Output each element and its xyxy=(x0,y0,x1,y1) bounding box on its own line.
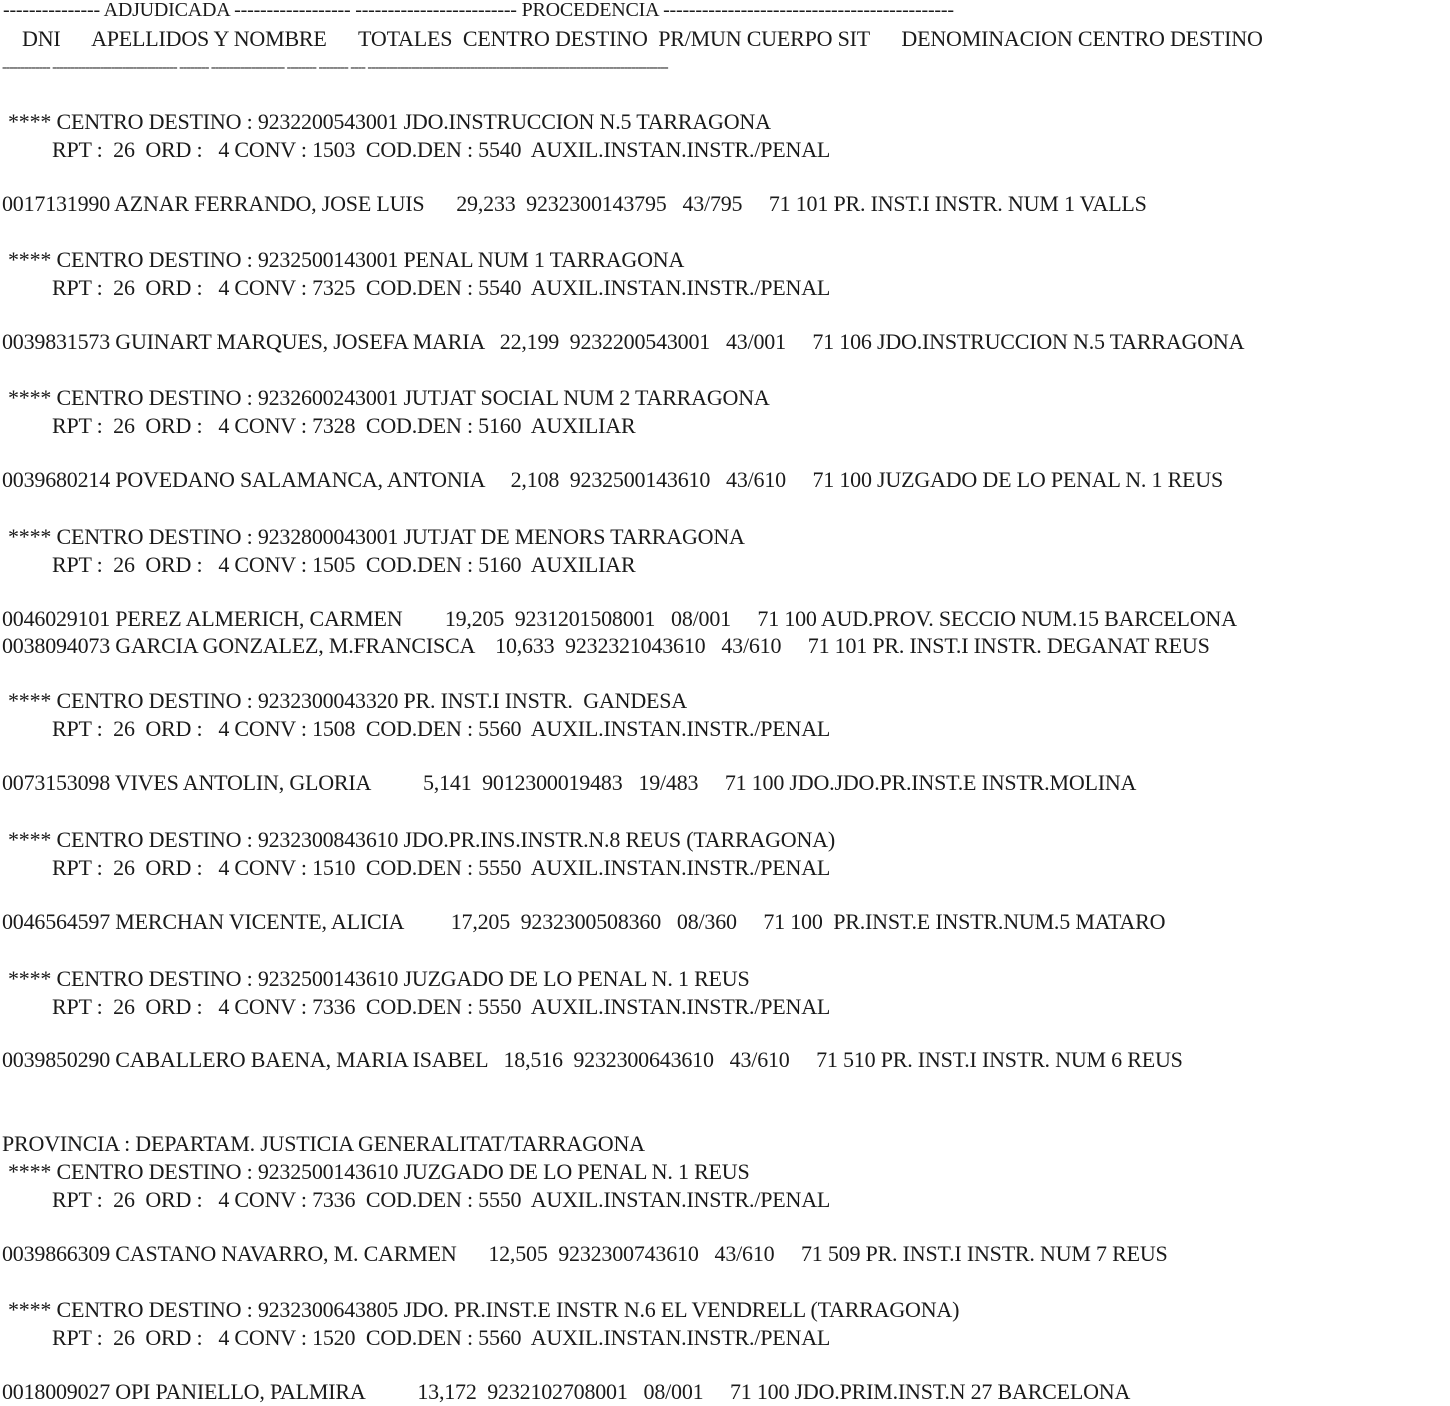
rpt-line: RPT : 26 ORD : 4 CONV : 1510 COD.DEN : 5550 AUXIL.INSTAN.INSTR./PENAL xyxy=(52,855,831,880)
centro-destino-heading: **** CENTRO DESTINO : 9232300843610 JDO.PR.INS.INSTR.N.8 REUS (TARRAGONA) xyxy=(8,827,835,852)
rpt-line: RPT : 26 ORD : 4 CONV : 1520 COD.DEN : 5560 AUXIL.INSTAN.INSTR./PENAL xyxy=(52,1325,831,1350)
header-columns-line: DNI APELLIDOS Y NOMBRE TOTALES CENTRO DESTINO PR/MUN CUERPO SIT DENOMINACION CENTRO DESTINO xyxy=(22,26,1263,51)
table-row: 0039866309 CASTANO NAVARRO, M. CARMEN 12,505 9232300743610 43/610 71 509 PR. INST.I INSTR. NUM 7 REUS xyxy=(2,1241,1168,1266)
table-row: 0039680214 POVEDANO SALAMANCA, ANTONIA 2,108 9232500143610 43/610 71 100 JUZGADO DE LO PENAL N. 1 REUS xyxy=(2,467,1224,492)
table-row: 0073153098 VIVES ANTOLIN, GLORIA 5,141 9012300019483 19/483 71 100 JDO.JDO.PR.INST.E INSTR.MOLINA xyxy=(2,770,1137,795)
centro-destino-heading: **** CENTRO DESTINO : 9232300643805 JDO. PR.INST.E INSTR N.6 EL VENDRELL (TARRAGONA) xyxy=(8,1297,960,1322)
centro-destino-heading: **** CENTRO DESTINO : 9232200543001 JDO.INSTRUCCION N.5 TARRAGONA xyxy=(8,109,771,134)
centro-destino-heading: **** CENTRO DESTINO : 9232500143610 JUZGADO DE LO PENAL N. 1 REUS xyxy=(8,1159,750,1184)
centro-destino-heading: **** CENTRO DESTINO : 9232500143001 PENAL NUM 1 TARRAGONA xyxy=(8,247,685,272)
rpt-line: RPT : 26 ORD : 4 CONV : 7336 COD.DEN : 5550 AUXIL.INSTAN.INSTR./PENAL xyxy=(52,994,831,1019)
rpt-line: RPT : 26 ORD : 4 CONV : 1503 COD.DEN : 5540 AUXIL.INSTAN.INSTR./PENAL xyxy=(52,137,831,162)
table-row: 0017131990 AZNAR FERRANDO, JOSE LUIS 29,233 9232300143795 43/795 71 101 PR. INST.I INSTR. NUM 1 VALLS xyxy=(2,191,1147,216)
header-group-line: --------------- ADJUDICADA ------------------ ------------------------- PROCEDENCIA --------------------------------------------- xyxy=(3,0,954,21)
rpt-line: RPT : 26 ORD : 4 CONV : 7336 COD.DEN : 5550 AUXIL.INSTAN.INSTR./PENAL xyxy=(52,1187,831,1212)
table-row: 0039850290 CABALLERO BAENA, MARIA ISABEL 18,516 9232300643610 43/610 71 510 PR. INST.I INSTR. NUM 6 REUS xyxy=(2,1047,1183,1072)
rpt-line: RPT : 26 ORD : 4 CONV : 7328 COD.DEN : 5160 AUXILIAR xyxy=(52,413,636,438)
provincia-heading: PROVINCIA : DEPARTAM. JUSTICIA GENERALITAT/TARRAGONA xyxy=(2,1131,645,1156)
table-row: 0038094073 GARCIA GONZALEZ, M.FRANCISCA 10,633 9232321043610 43/610 71 101 PR. INST.I INSTR. DEGANAT REUS xyxy=(2,633,1210,658)
header-rule-line: ------------- ---------------------------------- -------- -------------------- -------- -------- ---- ---------------------------------------------------------------------------------- xyxy=(2,60,668,75)
rpt-line: RPT : 26 ORD : 4 CONV : 1505 COD.DEN : 5160 AUXILIAR xyxy=(52,552,636,577)
rpt-line: RPT : 26 ORD : 4 CONV : 1508 COD.DEN : 5560 AUXIL.INSTAN.INSTR./PENAL xyxy=(52,716,831,741)
rpt-line: RPT : 26 ORD : 4 CONV : 7325 COD.DEN : 5540 AUXIL.INSTAN.INSTR./PENAL xyxy=(52,275,831,300)
centro-destino-heading: **** CENTRO DESTINO : 9232300043320 PR. INST.I INSTR. GANDESA xyxy=(8,688,687,713)
table-row: 0046564597 MERCHAN VICENTE, ALICIA 17,205 9232300508360 08/360 71 100 PR.INST.E INSTR.NUM.5 MATARO xyxy=(2,909,1166,934)
table-row: 0018009027 OPI PANIELLO, PALMIRA 13,172 9232102708001 08/001 71 100 JDO.PRIM.INST.N 27 BARCELONA xyxy=(2,1379,1131,1404)
table-row: 0039831573 GUINART MARQUES, JOSEFA MARIA 22,199 9232200543001 43/001 71 106 JDO.INSTRUCCION N.5 TARRAGONA xyxy=(2,329,1245,354)
table-row: 0046029101 PEREZ ALMERICH, CARMEN 19,205 9231201508001 08/001 71 100 AUD.PROV. SECCIO NUM.15 BARCELONA xyxy=(2,606,1237,631)
centro-destino-heading: **** CENTRO DESTINO : 9232800043001 JUTJAT DE MENORS TARRAGONA xyxy=(8,524,745,549)
centro-destino-heading: **** CENTRO DESTINO : 9232500143610 JUZGADO DE LO PENAL N. 1 REUS xyxy=(8,966,750,991)
centro-destino-heading: **** CENTRO DESTINO : 9232600243001 JUTJAT SOCIAL NUM 2 TARRAGONA xyxy=(8,385,770,410)
